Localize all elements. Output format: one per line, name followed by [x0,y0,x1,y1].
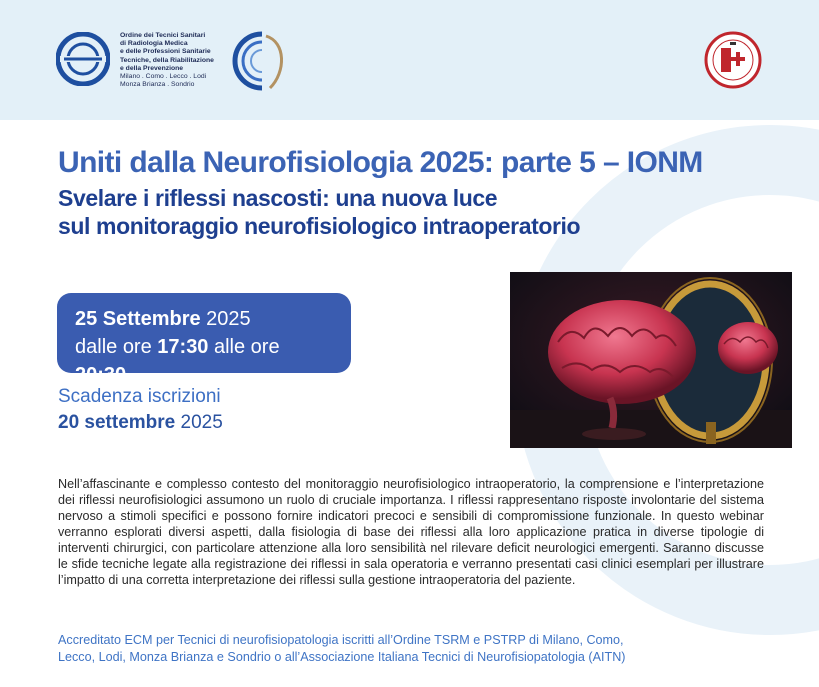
deadline-year: 2025 [175,412,223,433]
deadline-label: Scadenza iscrizioni [58,386,221,407]
subtitle-line: sul monitoraggio neurofisiologico intraoperatorio [58,213,581,239]
event-time-prefix: dalle ore [75,336,158,358]
accreditation-note [58,632,758,666]
event-date-year: 2025 [200,308,251,330]
event-time-start: 17:30 [157,336,209,358]
deadline-day: 20 settembre [58,412,176,433]
org-line: e della Prevenzione [120,64,184,72]
tsrm-o-logo [56,32,110,86]
event-date [75,305,333,333]
header-band [0,0,819,120]
event-date-day: 25 Settembre [75,308,201,330]
accreditation-line: Lecco, Lodi, Monza Brianza e Sondrio o all’Associazione Italiana Tecnici di Neurofisiopatologia (AITN) [58,650,626,664]
event-date-box [57,293,351,386]
subtitle-line: Svelare i riflessi nascosti: una nuova luce [58,185,498,211]
org-line: Ordine dei Tecnici Sanitari [120,32,206,39]
event-time-end: 20:30 [75,364,127,386]
event-time-middle: alle ore [208,336,280,358]
brain-mirror-image [510,272,792,448]
subtitle [58,184,658,240]
accreditation-line: Accreditato ECM per Tecnici di neurofisiopatologia iscritti all’Ordine TSRM e PSTRP di Milano, Como, [58,633,624,647]
crescent-c-logo [232,28,288,94]
org-name [120,32,250,89]
org-cities: Monza Brianza . Sondrio [120,81,195,89]
registration-deadline [58,384,223,436]
page-title: Uniti dalla Neurofisiologia 2025: parte 5 – IONM [58,146,703,179]
aitn-seal-logo [700,30,766,90]
org-line: di Radiologia Medica [120,40,188,48]
org-cities: Milano . Como . Lecco . Lodi [120,73,207,81]
deadline-date [58,410,223,436]
event-time [75,333,333,389]
org-line: e delle Professioni Sanitarie [120,48,211,56]
org-line: Tecniche, della Riabilitazione [120,56,214,64]
description-paragraph: Nell’affascinante e complesso contesto del monitoraggio neurofisiologico intraoperatorio, la comprensione e l’interpretazione dei riflessi neurofisiologici assumono un ruolo di cruciale importanza. I riflessi rappresentano risposte involontarie del sistema nervoso a stimoli specifici e possono fornire indicatori precoci e sensibili di compromissione funzionale. In questo webinar verranno esplorati diversi aspetti, dalla fisiologia di base dei riflessi alla loro applicazione pratica in diverse tipologie di interventi chirurgici, con particolare attenzione alla loro sensibilità nel rilevare deficit neurologici emergenti. Saranno discusse le sfide tecniche legate alla registrazione dei riflessi in sala operatoria e verranno presentati casi clinici esemplari per illustrare l’impatto di una corretta interpretazione dei riflessi sulla gestione intraoperatoria del paziente. [58,477,764,587]
